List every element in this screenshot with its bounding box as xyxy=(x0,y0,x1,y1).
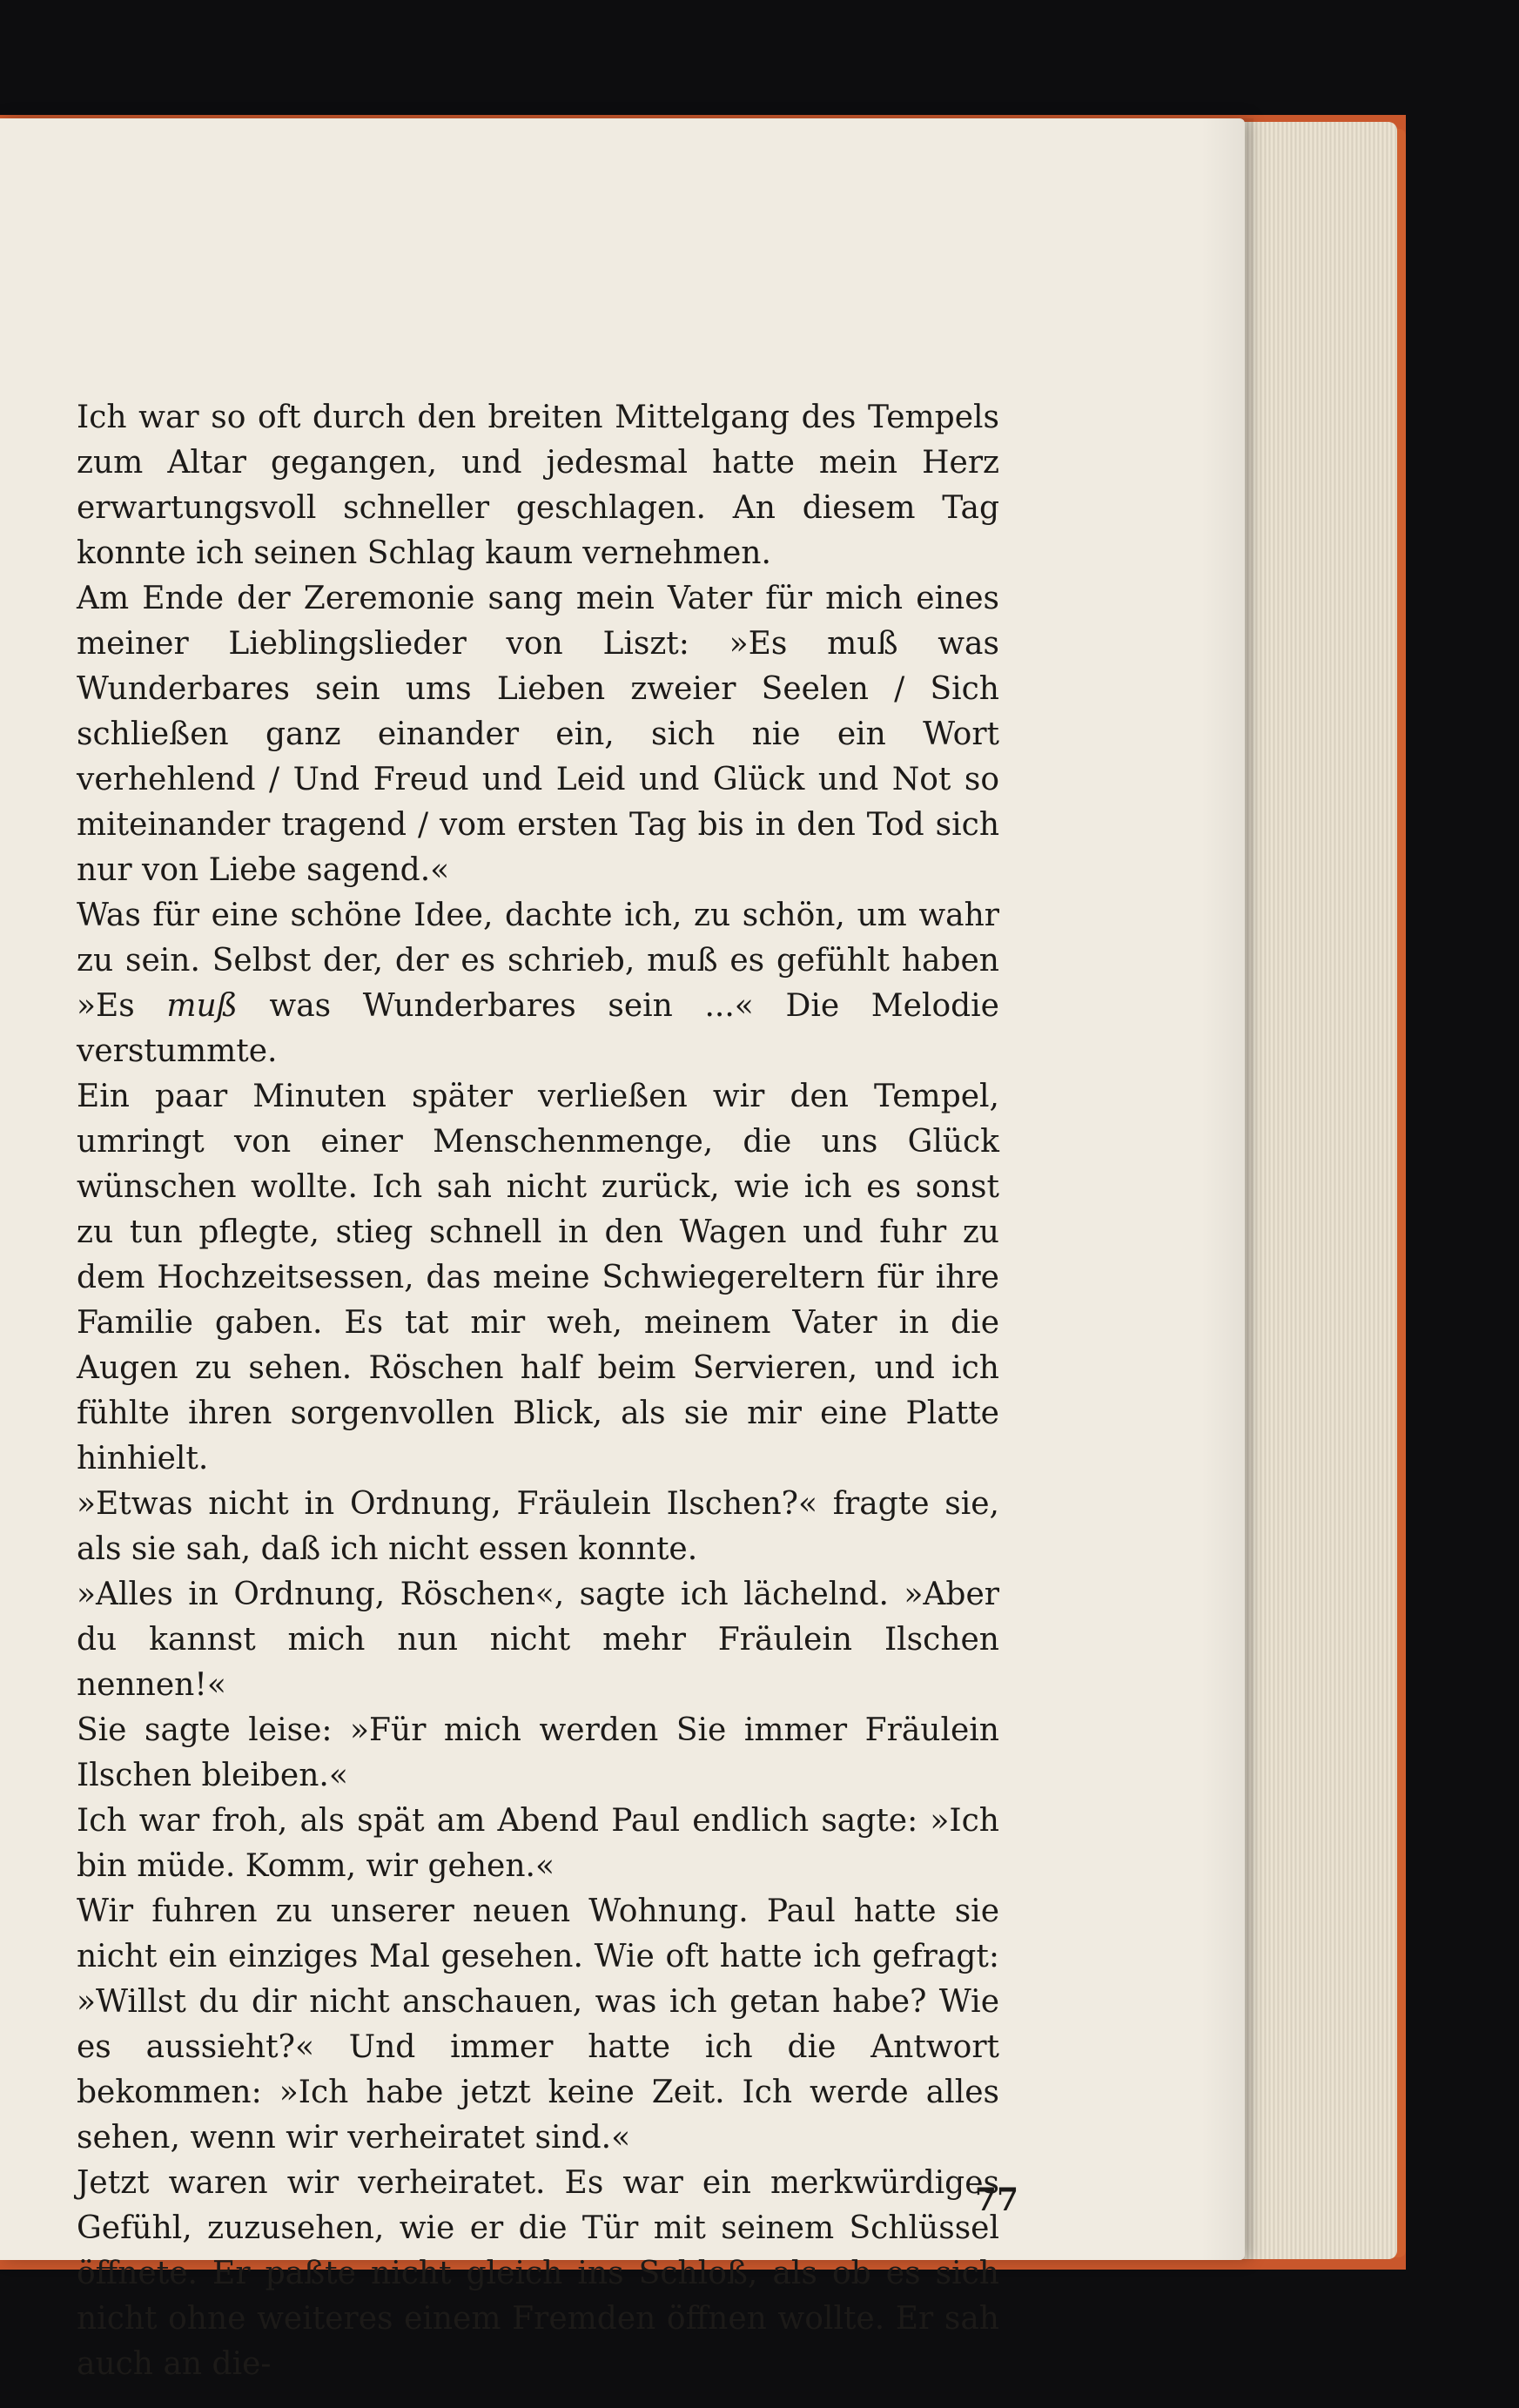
paragraph-7: Sie sagte leise: »Für mich werden Sie immer Fräulein Ilschen bleiben.« xyxy=(77,1712,999,1793)
paragraph-1: Ich war so oft durch den breiten Mittelgang des Tempels zum Altar gegangen, und jedesmal hatte mein Herz erwartungsvoll schneller geschlagen. An diesem Tag konnte ich seinen Schlag kaum vernehmen. xyxy=(77,400,999,571)
paragraph-5: »Etwas nicht in Ordnung, Fräulein Ilschen?« fragte sie, als sie sah, daß ich nicht essen konnte. xyxy=(77,1486,999,1567)
book-page xyxy=(0,118,1245,2382)
paragraph-10: Jetzt waren wir verheiratet. Es war ein merkwürdiges Gefühl, zuzusehen, wie er die Tür mit seinem Schlüssel öffnete. Er paßte nicht gleich ins Schloß, als ob es sich nicht ohne weiteres einem Fremden öffnen wollte. Er sah auch an die- xyxy=(77,2165,999,2382)
paragraph-3-before: Was für eine schöne Idee, dachte ich, zu schön, um wahr zu sein. Selbst der, der es schrieb, muß es gefühlt haben »Es xyxy=(77,898,999,1024)
page-number: 77 xyxy=(974,2182,1018,2218)
paragraph-4: Ein paar Minuten später verließen wir den Tempel, umringt von einer Menschenmenge, die uns Glück wünschen wollte. Ich sah nicht zurück, wie ich es sonst zu tun pflegte, stieg schnell in den Wagen und fuhr zu dem Hochzeitsessen, das meine Schwiegereltern für ihre Familie gaben. Es tat mir weh, meinem Vater in die Augen zu sehen. Röschen half beim Servieren, und ich fühlte ihren sorgenvollen Blick, als sie mir eine Platte hinhielt. xyxy=(77,1079,999,1476)
paragraph-3-after: was Wunderbares sein ...« Die Melodie verstummte. xyxy=(77,988,999,1069)
paragraph-3-italic: muß xyxy=(166,988,238,1024)
paragraph-3 xyxy=(77,893,999,1074)
paragraph-6: »Alles in Ordnung, Röschen«, sagte ich lächelnd. »Aber du kannst mich nun nicht mehr Fräulein Ilschen nennen!« xyxy=(77,1577,999,1703)
paragraph-9: Wir fuhren zu unserer neuen Wohnung. Paul hatte sie nicht ein einziges Mal gesehen. Wie oft hatte ich gefragt: »Willst du dir nicht anschauen, was ich getan habe? Wie es aussieht?« Und immer hatte ich die Antwort bekommen: »Ich habe jetzt keine Zeit. Ich werde alles sehen, wenn wir verheiratet sind.« xyxy=(77,1893,999,2156)
paragraph-2: Am Ende der Zeremonie sang mein Vater für mich eines meiner Lieblingslieder von Liszt: »Es muß was Wunderbares sein ums Lieben zweier Seelen / Sich schließen ganz einander ein, sich nie ein Wort verhehlend / Und Freud und Leid und Glück und Not so miteinander tragend / vom ersten Tag bis in den Tod sich nur von Liebe sagend.« xyxy=(77,581,999,888)
page-edge-shadow xyxy=(1201,118,1254,2260)
paragraph-8: Ich war froh, als spät am Abend Paul endlich sagte: »Ich bin müde. Komm, wir gehen.« xyxy=(77,1803,999,1884)
page-text xyxy=(77,395,999,2387)
